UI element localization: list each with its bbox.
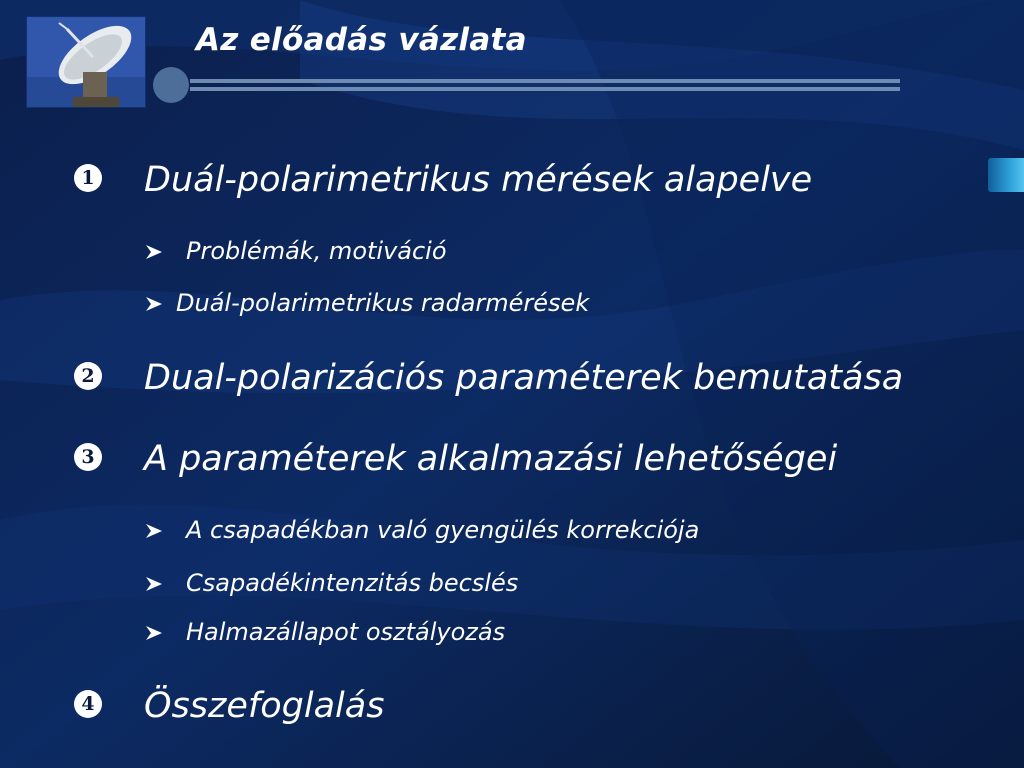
outline-item-3: A paraméterek alkalmazási lehetőségei bbox=[144, 439, 838, 479]
outline-subitem-3-2: Csapadékintenzitás becslés bbox=[186, 569, 519, 597]
arrow-bullet-icon bbox=[144, 522, 164, 540]
outline-subitem-1-1: Problémák, motiváció bbox=[186, 237, 447, 265]
outline-item-4: Összefoglalás bbox=[144, 686, 385, 726]
arrow-bullet-icon bbox=[144, 575, 164, 593]
arrow-bullet-icon bbox=[144, 624, 164, 642]
bullet-number-2: 2 bbox=[74, 362, 102, 390]
bullet-number-4: 4 bbox=[74, 690, 102, 718]
side-accent-tab bbox=[988, 158, 1024, 192]
bullet-number-3: 3 bbox=[74, 443, 102, 471]
slide-title: Az előadás vázlata bbox=[196, 22, 527, 58]
outline-subitem-3-1: A csapadékban való gyengülés korrekciója bbox=[186, 516, 700, 544]
outline-subitem-3-3: Halmazállapot osztályozás bbox=[186, 618, 506, 646]
outline-item-2: Dual-polarizációs paraméterek bemutatása bbox=[144, 358, 904, 398]
satellite-dish-icon bbox=[27, 17, 145, 107]
logo bbox=[26, 16, 146, 108]
arrow-bullet-icon bbox=[144, 295, 164, 313]
header-rule bbox=[150, 62, 900, 108]
bullet-number-1: 1 bbox=[74, 164, 102, 192]
outline-item-1: Duál-polarimetrikus mérések alapelve bbox=[144, 160, 813, 200]
outline-subitem-1-2: Duál-polarimetrikus radarmérések bbox=[176, 289, 590, 317]
arrow-bullet-icon bbox=[144, 243, 164, 261]
